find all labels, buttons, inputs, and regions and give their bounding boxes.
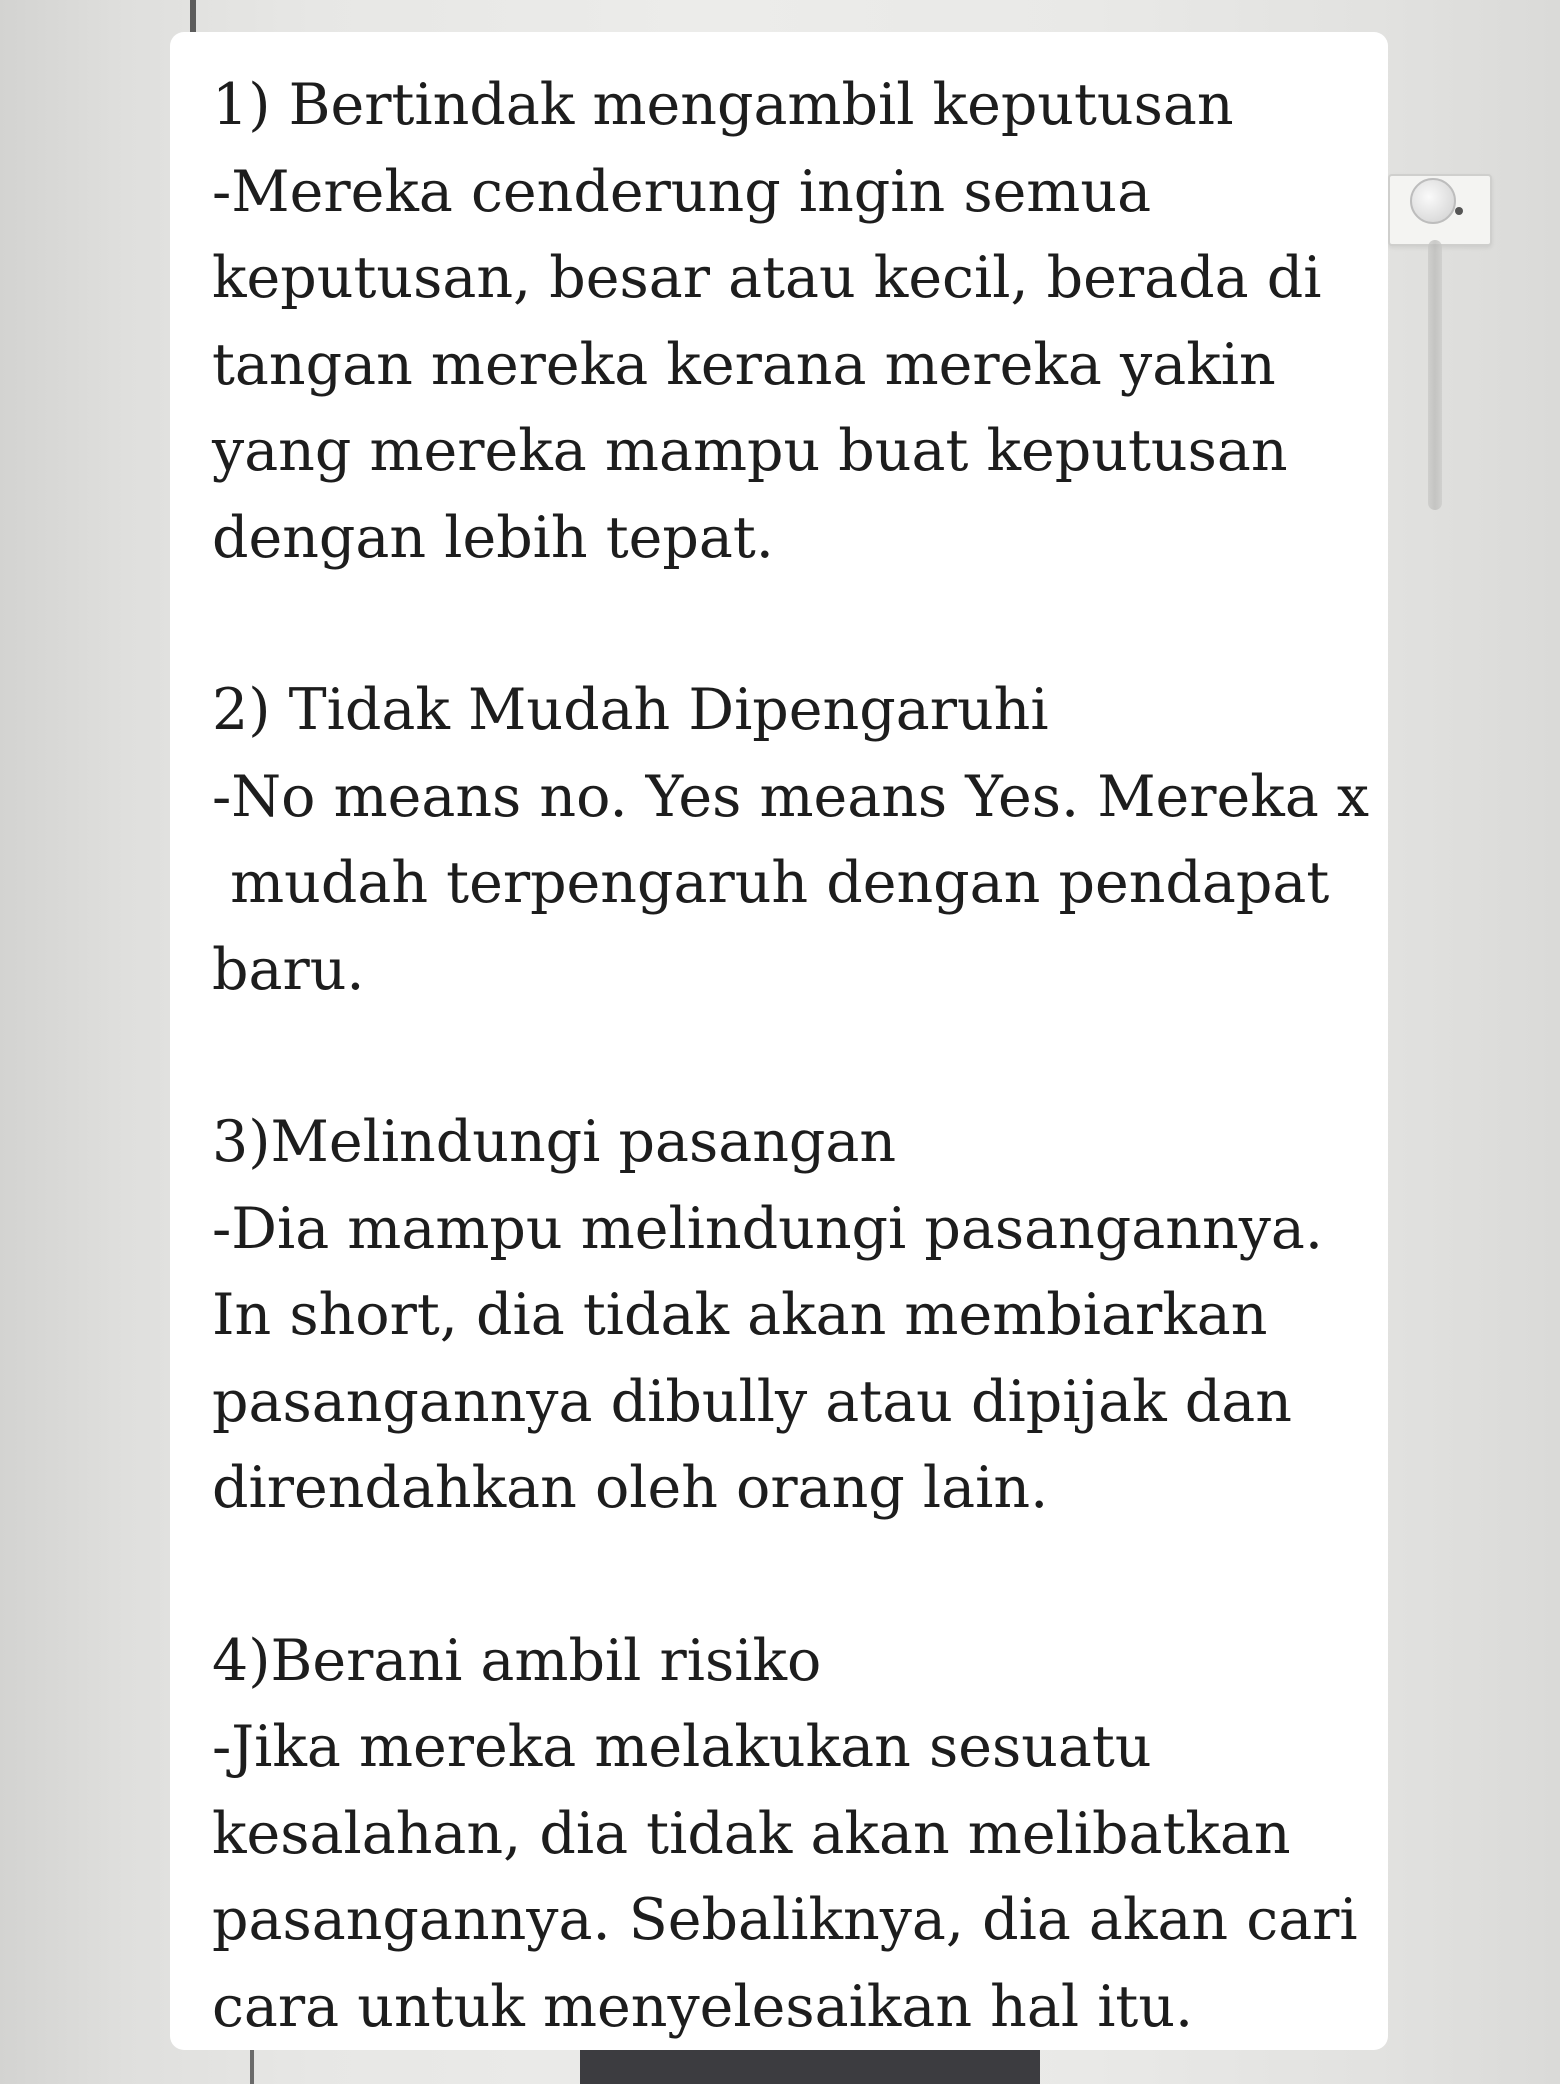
section-line: -No means no. Yes means Yes. Mereka x: [212, 763, 1370, 830]
section-title: 1) Bertindak mengambil keputusan: [212, 72, 1234, 138]
section-line: In short, dia tidak akan membiarkan: [212, 1282, 1268, 1348]
section-line: mudah terpengaruh dengan pendapat: [212, 850, 1330, 916]
wall-screw: [1455, 207, 1463, 215]
wall-rod: [1428, 240, 1442, 510]
section-line: dengan lebih tepat.: [212, 504, 774, 571]
section-line: -Jika mereka melakukan sesuatu: [212, 1714, 1152, 1780]
section-3: [212, 1099, 1352, 1532]
wall-knob: [1410, 178, 1456, 224]
section-line: baru.: [212, 936, 365, 1003]
section-line: kesalahan, dia tidak akan melibatkan: [212, 1800, 1291, 1867]
section-line: pasangannya dibully atau dipijak dan: [212, 1368, 1292, 1435]
section-title: 3)Melindungi pasangan: [212, 1109, 897, 1175]
section-line: keputusan, besar atau kecil, berada di: [212, 245, 1322, 311]
section-line: direndahkan oleh orang lain.: [212, 1455, 1049, 1521]
section-line: yang mereka mampu buat keputusan: [212, 418, 1288, 484]
section-line: pasangannya. Sebaliknya, dia akan cari: [212, 1887, 1358, 1953]
section-title: 2) Tidak Mudah Dipengaruhi: [212, 677, 1049, 743]
floor-shadow: [580, 2050, 1040, 2084]
section-2: [212, 667, 1370, 1013]
section-line: -Dia mampu melindungi pasangannya.: [212, 1195, 1323, 1262]
section-4: [212, 1618, 1358, 2051]
section-line: tangan mereka kerana mereka yakin: [212, 331, 1276, 398]
section-title: 4)Berani ambil risiko: [212, 1627, 822, 1694]
section-line: -Mereka cenderung ingin semua: [212, 158, 1152, 225]
section-line: cara untuk menyelesaikan hal itu.: [212, 1973, 1194, 2040]
section-1: [212, 62, 1352, 581]
text-card: [170, 32, 1388, 2050]
